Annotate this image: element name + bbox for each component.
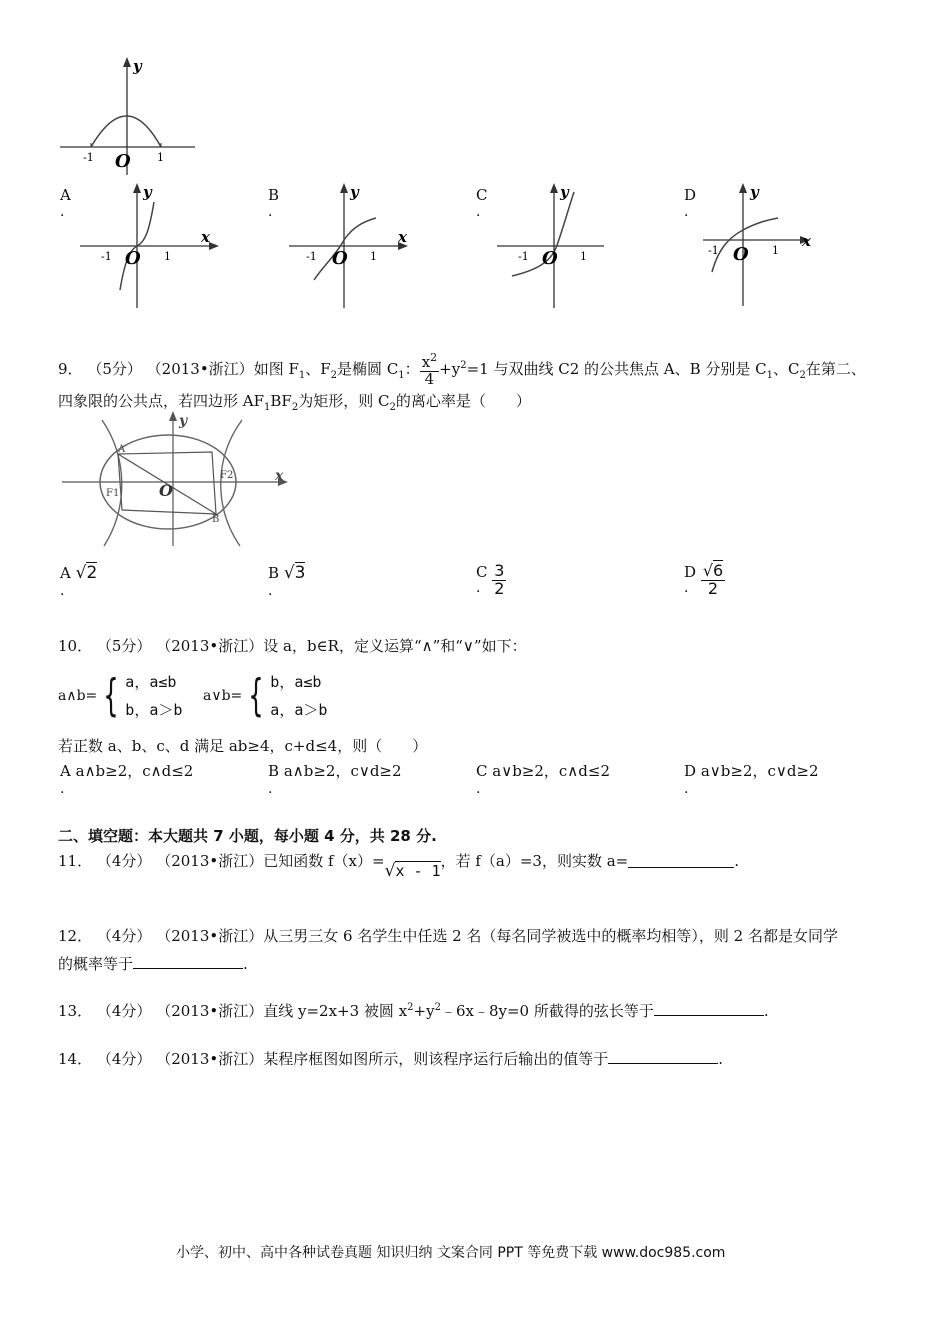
q10-option-a-text: a∧b≥2，c∧d≤2 (75, 762, 194, 780)
q9-option-b-sqrt: √3 (283, 563, 306, 583)
q9-line1 (58, 352, 866, 388)
q10-option-b-letter: B (268, 762, 280, 780)
q9-option-c-dot: . (476, 579, 481, 596)
q9-fig-y: y (179, 413, 188, 429)
q9-sub1: 1 (298, 369, 306, 381)
q8-b-tick-neg: -1 (306, 250, 317, 263)
q9-text-d: ： (404, 359, 420, 378)
q11-line (58, 850, 740, 881)
q10-option-a-dot: . (60, 781, 65, 797)
q12-text: 从三男三女 6 名学生中任选 2 名（每名同学被选中的概率均相等），则 2 名都是女同学 (263, 927, 838, 945)
q8-c-tick-pos: 1 (580, 250, 587, 263)
section-2-heading: 二、填空题：本大题共 7 小题，每小题 4 分，共 28 分. (58, 827, 437, 845)
q14-score: （4分） (96, 1050, 152, 1068)
q8-graph-y-label: y (133, 57, 142, 75)
q9-line2-sub2: 2 (291, 402, 299, 413)
q9-option-a-sqrt: √2 (75, 563, 98, 583)
q8-d-tick-pos: 1 (772, 244, 779, 257)
q8-option-c-graph (492, 180, 642, 310)
q8-option-b-graph (284, 180, 434, 310)
q8-a-tick-pos: 1 (164, 250, 171, 263)
q13-text-b: +y (413, 1002, 435, 1020)
q13-source: （2013•浙江） (156, 1002, 264, 1020)
q9-option-b-letter: B (268, 564, 280, 582)
q10-condition: 若正数 a、b、c、d 满足 ab≥4，c+d≤4，则（ ） (58, 737, 428, 755)
q10-and-cases (125, 668, 182, 724)
q14-line (58, 1048, 723, 1069)
q9-sub3: 1 (398, 369, 405, 381)
q10-source: （2013•浙江） (156, 637, 264, 655)
q10-option-c-dot: . (476, 781, 481, 797)
q9-text-h: 在第二、 (805, 359, 866, 378)
q9-option-d[interactable] (684, 563, 725, 596)
q13-answer-blank[interactable] (654, 1001, 764, 1016)
q10-and-lhs: a∧b= (58, 688, 98, 704)
q13-sup1: 2 (407, 1002, 414, 1013)
q8-a-o: O (125, 248, 141, 269)
q9-option-b-dot: . (268, 583, 273, 599)
q10-text: 设 a，b∈R，定义运算“∧”和“∨”如下： (263, 637, 527, 655)
q13-number: 13． (58, 1002, 93, 1020)
q11-sqrt: √x - 1 (384, 860, 441, 881)
q10-option-a[interactable] (60, 760, 193, 797)
q12-number: 12． (58, 927, 93, 945)
q9-option-c-letter: C (476, 563, 488, 581)
q8-graph-origin-label: O (115, 151, 131, 172)
q9-fraction (420, 352, 439, 388)
q8-option-a-dot: . (60, 204, 65, 220)
q10-option-b[interactable] (268, 760, 402, 797)
q8-main-graph (55, 55, 200, 180)
q8-d-o: O (733, 244, 749, 265)
q8-d-y: y (750, 183, 759, 201)
q9-option-b[interactable] (268, 563, 305, 599)
q10-score: （5分） (96, 637, 152, 655)
q13-text-a: 直线 y=2x+3 被圆 x (263, 1002, 408, 1020)
q11-end: . (734, 851, 740, 870)
q12-answer-blank[interactable] (133, 954, 243, 969)
q12-source: （2013•浙江） (156, 927, 264, 945)
q8-a-x: x (201, 228, 210, 246)
q8-b-o: O (332, 248, 348, 269)
q9-fig-a: A (118, 444, 126, 455)
q12-score: （4分） (96, 927, 152, 945)
q8-c-y: y (560, 183, 569, 201)
q10-or-case2: a，a＞b (270, 701, 328, 719)
q8-option-b-letter: B (268, 186, 280, 204)
q9-fig-x: x (275, 468, 284, 484)
q8-option-b-dot: . (268, 204, 273, 220)
q9-frac-num-sup: 2 (430, 351, 438, 364)
q9-frac-den: 4 (424, 369, 435, 388)
q10-number: 10． (58, 637, 93, 655)
q12-line2 (58, 953, 248, 974)
q13-text-c: ﹣6x﹣8y=0 所截得的弦长等于 (440, 1002, 654, 1020)
q10-and-case1: a，a≤b (125, 673, 177, 691)
q8-option-d-letter: D (684, 186, 697, 204)
q9-option-d-num-radicand: 6 (713, 561, 724, 580)
q8-d-x: x (802, 232, 811, 250)
q10-or-cases (270, 668, 327, 724)
q9-frac-num: x (421, 353, 431, 371)
q9-line2-c: 为矩形，则 C (298, 392, 390, 410)
q10-or-lhs: a∨b= (203, 688, 243, 704)
q10-option-b-text: a∧b≥2，c∨d≥2 (283, 762, 402, 780)
q9-option-c[interactable] (476, 563, 506, 596)
q11-radicand: x - 1 (395, 861, 441, 880)
q10-and-brace: { (103, 670, 119, 721)
q13-line (58, 1000, 769, 1021)
q10-option-b-dot: . (268, 781, 273, 797)
q9-option-d-letter: D (684, 563, 697, 581)
q9-sub2: 2 (330, 369, 338, 381)
q9-figure (58, 408, 298, 548)
q11-answer-blank[interactable] (628, 853, 734, 868)
q9-option-c-den: 2 (494, 578, 505, 598)
q10-option-d[interactable] (684, 760, 819, 797)
q11-score: （4分） (96, 852, 152, 870)
q9-option-d-dot: . (684, 579, 689, 596)
q9-line2-a: 四象限的公共点，若四边形 AF (58, 392, 265, 410)
q9-text-f: =1 与双曲线 C2 的公共焦点 A、B 分别是 C (466, 359, 767, 378)
q11-text-a: 已知函数 f（x）= (263, 852, 385, 870)
q10-option-c-letter: C (476, 762, 488, 780)
q10-or-definition (203, 668, 327, 724)
q8-graph-tick-neg: -1 (83, 151, 94, 164)
q9-option-a-letter: A (60, 564, 71, 582)
q10-and-definition (58, 668, 182, 724)
q10-or-brace: { (248, 670, 264, 721)
q14-end: . (718, 1050, 724, 1068)
q9-option-a-dot: . (60, 583, 65, 599)
q9-text-c: 是椭圆 C (337, 359, 399, 378)
q9-text-a: 如图 F (253, 359, 299, 378)
page-footer: 小学、初中、高中各种试卷真题 知识归纳 文案合同 PPT 等免费下载 www.doc985.com (176, 1245, 726, 1261)
q10-option-a-letter: A (60, 762, 71, 780)
q9-sup-y: 2 (460, 359, 467, 371)
q8-c-o: O (542, 248, 558, 269)
q12-line2-text: 的概率等于 (58, 955, 134, 973)
q9-sub5: 2 (799, 369, 806, 381)
q9-line2-sub1: 1 (264, 402, 271, 413)
q9-option-d-den: 2 (707, 578, 719, 598)
q8-option-c[interactable] (476, 186, 487, 220)
q10-option-d-letter: D (684, 762, 697, 780)
q9-text-g: 、C (773, 359, 800, 378)
q8-c-tick-neg: -1 (518, 250, 529, 263)
q12-end: . (243, 955, 248, 973)
q8-option-a-graph (75, 180, 225, 310)
q9-option-a[interactable] (60, 563, 97, 599)
q8-option-c-dot: . (476, 204, 481, 220)
q9-fig-f2: F2 (220, 470, 234, 481)
q8-b-x: x (398, 228, 407, 246)
q14-source: （2013•浙江） (156, 1050, 264, 1068)
q8-b-y: y (350, 183, 359, 201)
q9-sub4: 1 (766, 369, 774, 381)
q8-a-tick-neg: -1 (101, 250, 112, 263)
q9-text-b: 、F (305, 359, 331, 378)
q11-number: 11． (58, 852, 93, 870)
q8-b-tick-pos: 1 (370, 250, 377, 263)
q9-number: 9． (58, 359, 83, 378)
q9-line2-b: BF (270, 392, 292, 410)
q14-answer-blank[interactable] (608, 1049, 718, 1064)
q8-option-d[interactable] (684, 186, 696, 220)
q8-option-a-letter: A (60, 186, 71, 204)
q9-option-c-num: 3 (494, 561, 505, 580)
q8-graph-tick-pos: 1 (157, 151, 164, 164)
q13-score: （4分） (96, 1002, 152, 1020)
q9-option-a-radicand: 2 (86, 563, 98, 583)
q10-and-case2: b，a＞b (125, 701, 183, 719)
q9-fig-b: B (212, 514, 220, 525)
q13-end: . (763, 1002, 769, 1020)
q10-option-d-text: a∨b≥2，c∨d≥2 (700, 762, 819, 780)
q9-source: （2013•浙江） (146, 359, 254, 378)
q9-fig-f1: F1 (106, 488, 120, 499)
q8-a-y: y (143, 183, 152, 201)
q10-option-d-dot: . (684, 781, 689, 797)
q11-source: （2013•浙江） (156, 852, 264, 870)
q8-d-tick-neg: -1 (708, 244, 719, 257)
q10-or-case1: b，a≤b (270, 673, 322, 691)
q8-option-d-dot: . (684, 204, 689, 220)
q9-fig-o: O (159, 481, 173, 500)
q9-line2-d: 的离心率是（ ） (395, 392, 531, 410)
q8-option-b[interactable] (268, 186, 279, 220)
q9-score: （5分） (87, 359, 142, 378)
q9-option-c-fraction (492, 563, 506, 598)
q9-line2-sub3: 2 (389, 402, 396, 413)
q11-text-b: ，若 f（a）=3，则实数 a= (440, 852, 629, 870)
q9-text-e: +y (439, 359, 461, 378)
q8-option-d-graph (698, 180, 848, 310)
q8-option-a[interactable] (60, 186, 71, 220)
q14-text: 某程序框图如图所示，则该程序运行后输出的值等于 (263, 1050, 609, 1068)
q10-option-c-text: a∨b≥2，c∧d≤2 (492, 762, 610, 780)
q10-line1 (58, 635, 527, 656)
q10-option-c[interactable] (476, 760, 610, 797)
q8-option-c-letter: C (476, 186, 488, 204)
q9-option-b-radicand: 3 (294, 563, 306, 583)
q9-option-d-fraction: $\frac{√6}{2}$ (702, 561, 724, 598)
q14-number: 14． (58, 1050, 93, 1068)
q12-line1 (58, 925, 838, 946)
q13-sup2: 2 (434, 1002, 441, 1013)
